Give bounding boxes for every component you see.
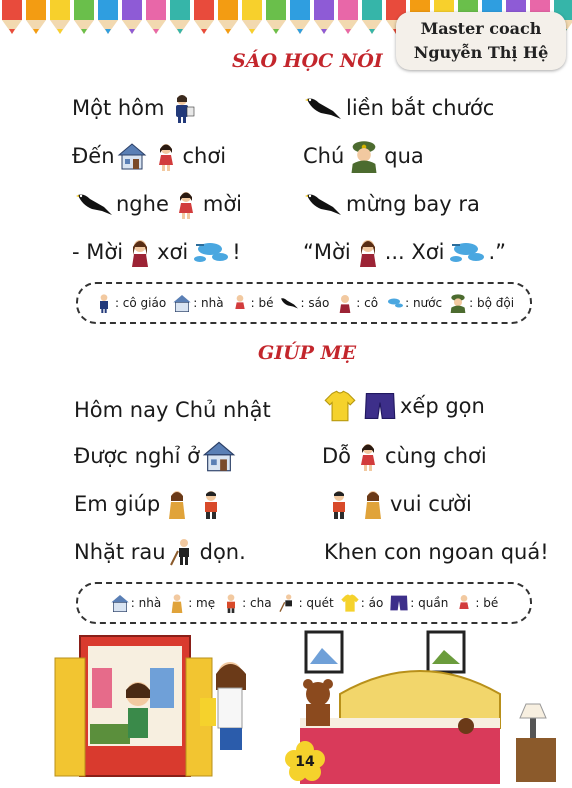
pencil-body [362, 0, 382, 20]
woman-icon [125, 237, 155, 267]
woman-icon [353, 237, 383, 267]
legend-label: : nhà [130, 596, 162, 610]
pencil-lead [153, 29, 159, 34]
water-icon [446, 237, 486, 267]
shirt-icon [340, 593, 360, 613]
poem2-rline-2-post: cùng chơi [385, 444, 487, 468]
pencil-body [2, 0, 22, 20]
girl-icon [151, 141, 181, 171]
page-number: 14 [295, 754, 315, 770]
pencil-lead [273, 29, 279, 34]
father-icon [196, 487, 226, 521]
pencil-body [194, 0, 214, 20]
coach-badge [396, 12, 566, 70]
pencil-body [314, 0, 334, 20]
poem1-rline-2-pre: Chú [303, 144, 345, 168]
poem1-line-4 [72, 236, 241, 268]
mother-icon [162, 487, 192, 521]
pencil-lead [81, 29, 87, 34]
bird-icon [74, 189, 114, 219]
poem2-line-4-post: dọn. [199, 540, 246, 564]
pencil-body [242, 0, 262, 20]
legend-label: : bộ đội [469, 296, 515, 310]
pencil-body [338, 0, 358, 20]
pencil-lead [345, 29, 351, 34]
poem1-rline-2-post: qua [384, 144, 424, 168]
pencil-body [98, 0, 118, 20]
house-icon [202, 439, 236, 473]
poem2-title: GIÚP MẸ [258, 342, 357, 364]
poem1-line-1 [72, 92, 199, 124]
legend-label: : cô giáo [114, 296, 167, 310]
legend-label: : nhà [193, 296, 224, 310]
soldier-icon [346, 139, 382, 173]
legend-label: : bé [475, 596, 499, 610]
pencil-body [50, 0, 70, 20]
girl-icon [353, 439, 383, 473]
legend-item [167, 593, 215, 613]
legend-item [221, 593, 271, 613]
woman-icon [335, 293, 355, 313]
pencil-lead [177, 29, 183, 34]
legend-item [279, 293, 329, 313]
pencil-lead [321, 29, 327, 34]
house-icon [117, 141, 147, 171]
shirt-icon [322, 389, 358, 423]
pencil-body [146, 0, 166, 20]
pencil-lead [129, 29, 135, 34]
mother-icon [167, 593, 187, 613]
pants-icon [362, 389, 398, 423]
legend-item [110, 593, 161, 613]
legend-item [172, 293, 223, 313]
legend-item [94, 293, 166, 313]
poem2-rline-2 [322, 440, 487, 472]
pencil-body [26, 0, 46, 20]
coach-line-1: Master coach [420, 19, 542, 38]
poem1-rline-4-post: .” [488, 240, 507, 264]
legend-item [340, 593, 384, 613]
pencil-body [74, 0, 94, 20]
pencil-body [266, 0, 286, 20]
poem1-rline-1-post: liền bắt chước [346, 96, 495, 120]
poem1-rline-1 [300, 92, 494, 124]
teacher-icon [167, 93, 197, 123]
bed [300, 724, 500, 784]
pencil-body [122, 0, 142, 20]
poem2-line-4-pre: Nhặt rau [74, 540, 166, 564]
poem2-rline-1 [320, 386, 485, 426]
pencil-lead [9, 29, 15, 34]
poem1-line-3-post: mời [202, 192, 243, 216]
poem2-rline-4-text: Khen con ngoan quá! [324, 540, 549, 564]
poem1-line-3 [72, 188, 242, 220]
legend-item [230, 293, 274, 313]
father-icon [324, 487, 354, 521]
poem2-line-4 [74, 536, 246, 568]
poem1-rline-4-pre: “Mời [303, 240, 351, 264]
poem2-rline-1-post: xếp gọn [400, 394, 485, 418]
lamp [520, 704, 546, 718]
pencil-lead [57, 29, 63, 34]
poem1-legend [76, 282, 532, 324]
pencil-lead [33, 29, 39, 34]
pencil-body [290, 0, 310, 20]
nightstand [516, 738, 556, 782]
poem1-rline-2 [303, 140, 424, 172]
legend-label: : quét [298, 596, 334, 610]
poem2-line-1 [74, 394, 271, 426]
bird-icon [279, 293, 299, 313]
legend-item [448, 293, 514, 313]
pencil-lead [225, 29, 231, 34]
water-icon [190, 237, 230, 267]
poem2-line-3 [74, 488, 228, 520]
coach-line-2: Nguyễn Thị Hệ [413, 43, 549, 62]
soldier-icon [448, 293, 468, 313]
poem2-line-1-text: Hôm nay Chủ nhật [74, 398, 271, 422]
legend-item [389, 593, 448, 613]
legend-item [278, 593, 334, 613]
pencil-lead [201, 29, 207, 34]
legend-label: : nước [405, 296, 443, 310]
legend-label: : mẹ [188, 596, 216, 610]
pencil-lead [105, 29, 111, 34]
mother-icon [358, 487, 388, 521]
poem1-line-4-pre: - Mời [72, 240, 124, 264]
poem2-rline-4 [324, 536, 549, 568]
poem2-rline-3-post: vui cười [390, 492, 472, 516]
girl-icon [230, 293, 250, 313]
pencil-body [170, 0, 190, 20]
legend-label: : quần [410, 596, 449, 610]
teacher-icon [94, 293, 114, 313]
pencil-lead [369, 29, 375, 34]
girl-icon [454, 593, 474, 613]
poem1-title: SÁO HỌC NÓI [232, 50, 383, 72]
pencil-body [218, 0, 238, 20]
poem2-line-2 [74, 440, 238, 472]
legend-label: : áo [360, 596, 384, 610]
pencil-lead [297, 29, 303, 34]
legend-item [454, 593, 498, 613]
girl-icon [171, 189, 201, 219]
legend-item [335, 293, 378, 313]
poem1-rline-4 [303, 236, 506, 268]
legend-label: : sáo [300, 296, 330, 310]
poem1-line-2 [72, 140, 226, 172]
poem1-line-2-post: chơi [182, 144, 227, 168]
pants-icon [389, 593, 409, 613]
poem1-line-2-pre: Đến [72, 144, 115, 168]
poem1-rline-4-mid: ... Xơi [384, 240, 445, 264]
poem2-legend [76, 582, 532, 624]
poem1-line-4-post: ! [232, 240, 241, 264]
poem2-line-3-text: Em giúp [74, 492, 161, 516]
legend-item [384, 293, 442, 313]
poem1-line-1-text: Một hôm [72, 96, 165, 120]
legend-label: : bé [250, 296, 274, 310]
sweep-icon [168, 533, 198, 571]
bird-icon [302, 93, 344, 123]
pencil-lead [249, 29, 255, 34]
house-icon [172, 293, 192, 313]
sweep-icon [278, 593, 298, 613]
poem2-line-2-text: Được nghỉ ở [74, 444, 200, 468]
water-icon [384, 293, 404, 313]
father-icon [221, 593, 241, 613]
house-icon [110, 593, 130, 613]
poem1-line-4-mid: xơi [157, 240, 189, 264]
poem2-rline-2-pre: Dỗ [322, 444, 352, 468]
small-teddy [458, 718, 474, 734]
legend-label: : cô [356, 296, 379, 310]
bird-icon [302, 189, 344, 219]
poem2-rline-3 [322, 488, 472, 520]
legend-label: : cha [242, 596, 272, 610]
poem1-rline-3-post: mừng bay ra [346, 192, 480, 216]
poem1-rline-3 [300, 188, 480, 220]
poem1-line-3-text: nghe [116, 192, 169, 216]
